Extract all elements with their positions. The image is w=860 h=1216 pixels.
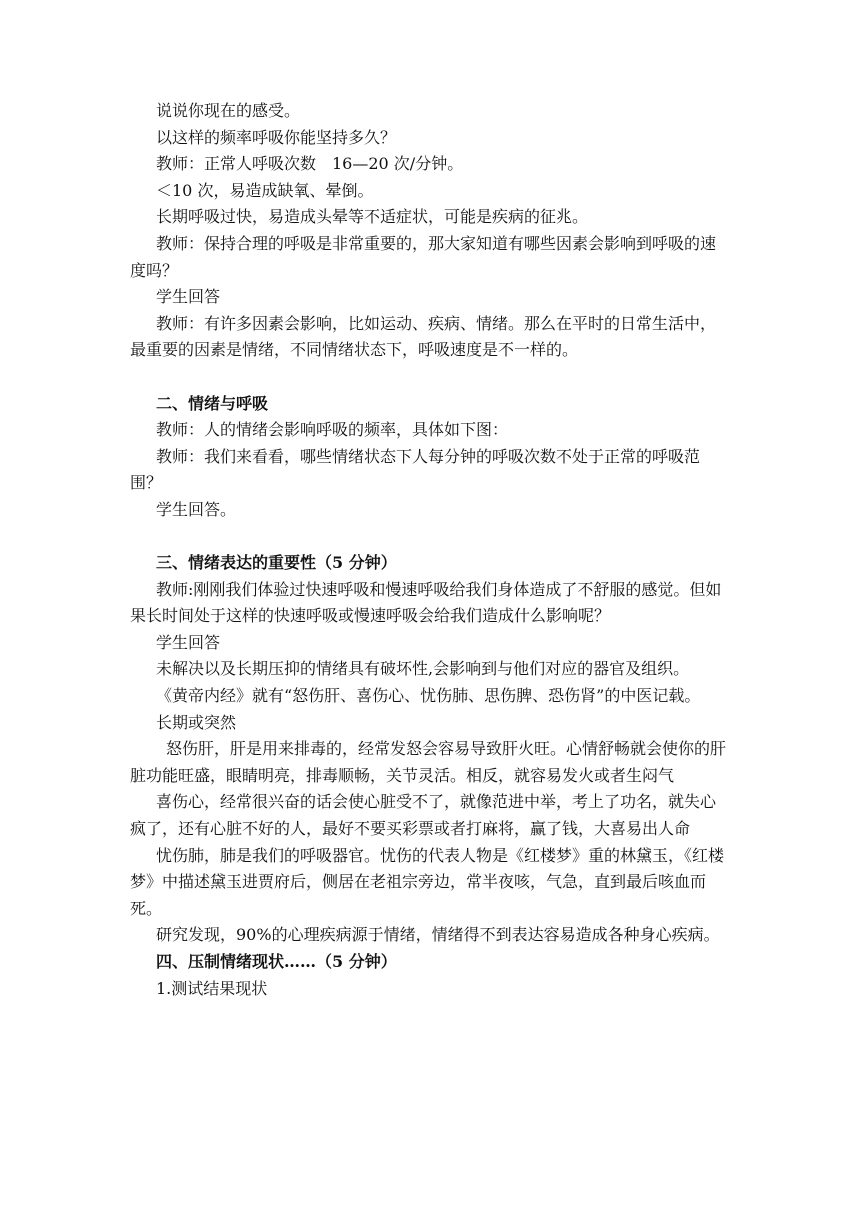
section-heading: 三、情绪表达的重要性（5 分钟） (156, 553, 397, 573)
paragraph: 学生回答 (156, 632, 221, 652)
section-heading: 四、压制情绪现状……（5 分钟） (156, 952, 397, 971)
blank-line (130, 524, 730, 551)
paragraph: 教师：保持合理的呼吸是非常重要的，那大家知道有哪些因素会影响到呼吸的速度吗？ (130, 233, 717, 280)
paragraph: 说说你现在的感受。 (156, 101, 301, 120)
paragraph: 1.测试结果现状 (156, 978, 268, 998)
document-body (130, 98, 730, 1002)
paragraph: 以这样的频率呼吸你能坚持多久？ (156, 127, 397, 147)
paragraph: 学生回答 (156, 287, 221, 307)
paragraph: 教师：人的情绪会影响呼吸的频率，具体如下图： (156, 420, 509, 440)
paragraph: 忧伤肺，肺是我们的呼吸器官。忧伤的代表人物是《红楼梦》重的林黛玉，《红楼梦》中描述黛玉进贾府后，侧居在老祖宗旁边，常半夜咳，气急，直到最后咳血而死。 (130, 845, 725, 918)
paragraph: ＜10 次，易造成缺氧、晕倒。 (156, 180, 374, 200)
paragraph: 长期呼吸过快，易造成头晕等不适症状，可能是疾病的征兆。 (156, 207, 589, 227)
paragraph: 怒伤肝，肝是用来排毒的，经常发怒会容易导致肝火旺。心情舒畅就会使你的肝脏功能旺盛，眼睛明亮，排毒顺畅，关节灵活。相反，就容易发火或者生闷气 (130, 739, 727, 785)
paragraph: 未解决以及长期压抑的情绪具有破坏性,会影响到与他们对应的器官及组织。 (156, 659, 690, 679)
paragraph: 研究发现，90%的心理疾病源于情绪，情绪得不到表达容易造成各种身心疾病。 (156, 925, 720, 945)
paragraph: 喜伤心，经常很兴奋的话会使心脏受不了，就像范进中举，考上了功名，就失心疯了，还有心脏不好的人，最好不要买彩票或者打麻将，赢了钱，大喜易出人命 (130, 792, 717, 839)
section-heading: 二、情绪与呼吸 (156, 393, 269, 413)
blank-line (130, 364, 730, 391)
paragraph: 教师：有许多因素会影响，比如运动、疾病、情绪。那么在平时的日常生活中，最重要的因素是情绪，不同情绪状态下，呼吸速度是不一样的。 (130, 313, 717, 360)
paragraph: 教师：正常人呼吸次数 16—20 次/分钟。 (156, 154, 464, 174)
paragraph: 教师：我们来看看，哪些情绪状态下人每分钟的呼吸次数不处于正常的呼吸范围？ (130, 446, 701, 493)
paragraph: 教师:刚刚我们体验过快速呼吸和慢速呼吸给我们身体造成了不舒服的感觉。但如果长时间处于这样的快速呼吸或慢速呼吸会给我们造成什么影响呢？ (130, 579, 722, 626)
paragraph: 长期或突然 (156, 712, 237, 732)
paragraph: 学生回答。 (156, 499, 237, 519)
paragraph: 《黄帝内经》就有“怒伤肝、喜伤心、忧伤肺、思伤脾、恐伤肾”的中医记载。 (156, 686, 701, 706)
